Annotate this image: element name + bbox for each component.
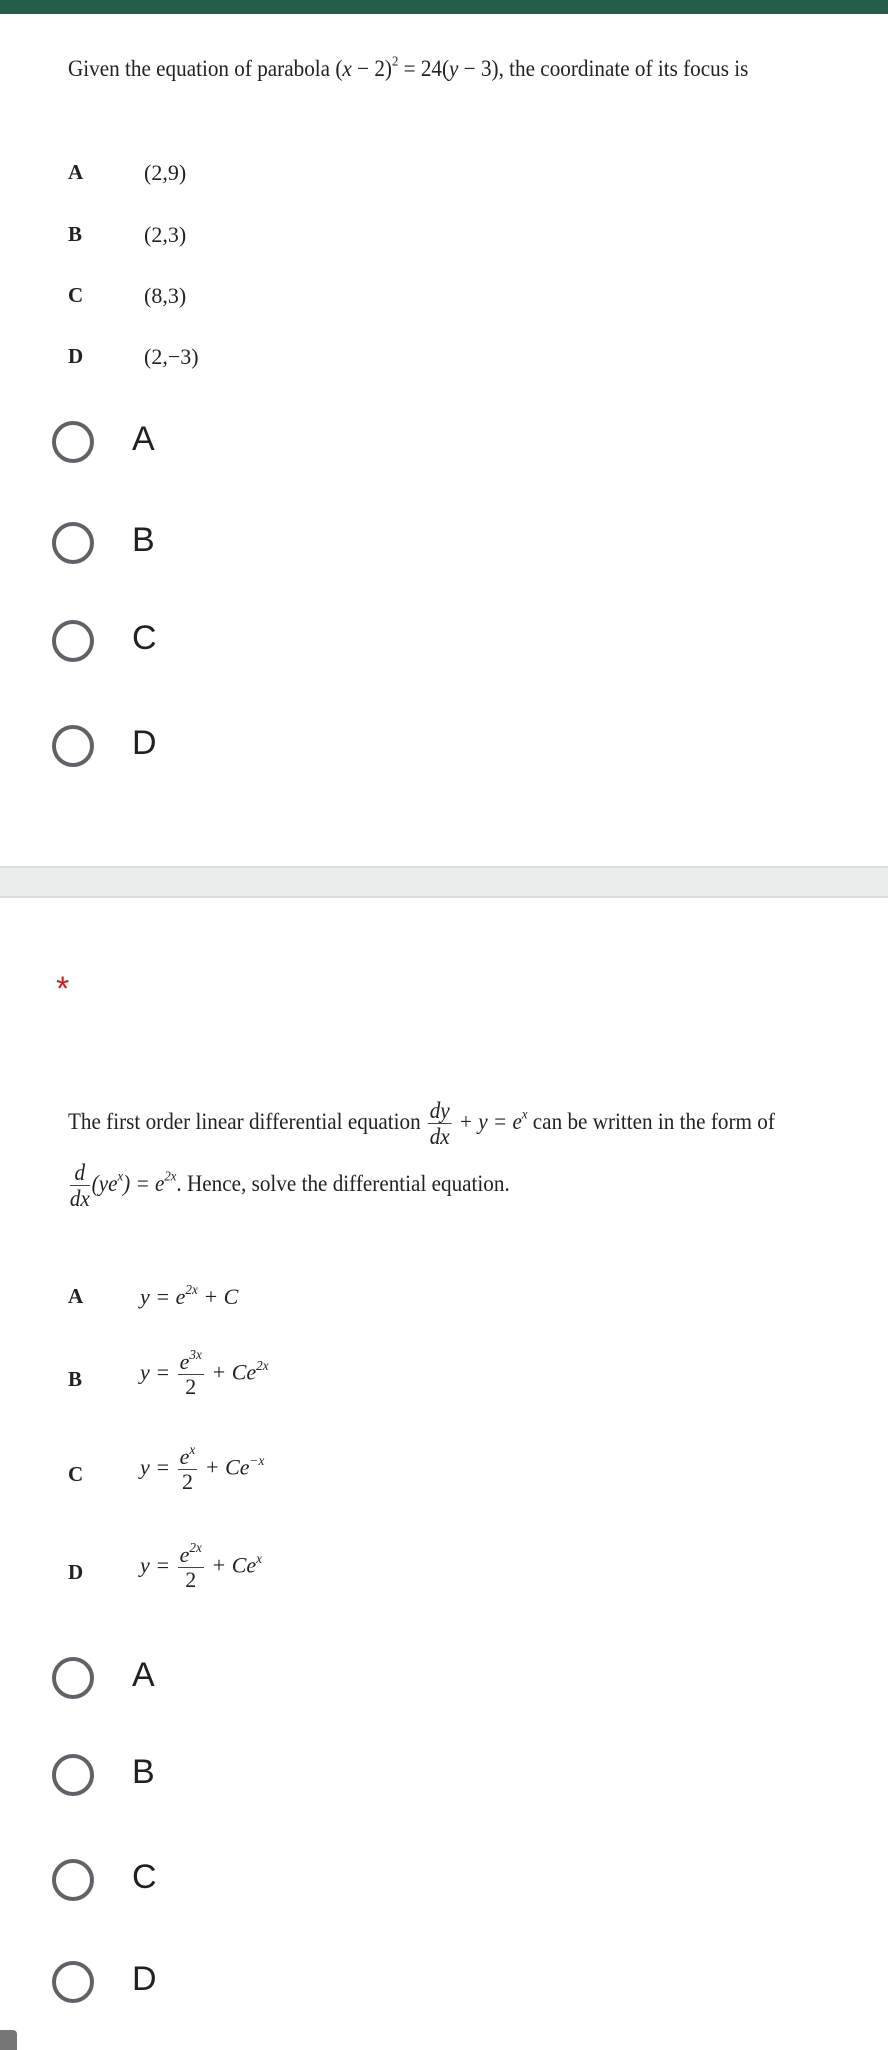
- question-2-line-2: $\frac{d}{dx}$ $(ye^x) = e^{2x}$. Hence, solve the differential equation.: [69, 1160, 510, 1212]
- option-value: $y = e^{2x} + C$: [140, 1282, 239, 1309]
- option-letter: D: [68, 344, 84, 368]
- radio-q1-a[interactable]: [52, 421, 94, 463]
- option-letter: C: [68, 1462, 84, 1486]
- parabola-equation: $(x - 2)^2 = 24(y - 3)$: [335, 53, 499, 81]
- option-row: [68, 344, 199, 369]
- section-divider: [0, 866, 888, 898]
- option-row: [68, 222, 187, 247]
- header-bar: [0, 0, 888, 14]
- option-letter: A: [68, 1284, 84, 1308]
- radio-label[interactable]: D: [132, 1960, 157, 1998]
- radio-label[interactable]: A: [132, 420, 155, 458]
- radio-label[interactable]: B: [132, 1753, 155, 1791]
- radio-q2-d[interactable]: [52, 1961, 94, 2003]
- option-value: y = $\frac{e^{2x}}{2}$ + $Ce^x$: [140, 1540, 262, 1593]
- option-letter: B: [68, 1367, 83, 1391]
- radio-q2-a[interactable]: [52, 1657, 94, 1699]
- radio-label[interactable]: D: [132, 724, 157, 762]
- radio-q2-c[interactable]: [52, 1859, 94, 1901]
- radio-label[interactable]: C: [132, 1858, 157, 1896]
- question-1-text: [68, 53, 749, 82]
- radio-label[interactable]: A: [132, 1656, 155, 1694]
- option-letter: A: [68, 160, 84, 184]
- fraction-d-dx: $\frac{d}{dx}$: [69, 1160, 90, 1212]
- question-text-part: , the coordinate of its focus is: [498, 56, 749, 81]
- option-value: y = $\frac{e^{3x}}{2}$ + $Ce^{2x}$: [140, 1347, 269, 1400]
- radio-q1-b[interactable]: [52, 522, 94, 564]
- option-row: [68, 283, 187, 308]
- radio-q1-c[interactable]: [52, 620, 94, 662]
- required-asterisk: *: [56, 970, 70, 1008]
- question-2-line-1: The first order linear differential equation $\frac{dy}{dx}$ + $y = e^x$ can be written in the form of: [68, 1098, 775, 1150]
- radio-label[interactable]: C: [132, 619, 157, 657]
- option-value: y = $\frac{e^x}{2}$ + $Ce^{-x}$: [140, 1442, 265, 1495]
- radio-label[interactable]: B: [132, 521, 155, 559]
- radio-q1-d[interactable]: [52, 725, 94, 767]
- option-letter: B: [68, 222, 83, 246]
- option-row: [68, 160, 187, 185]
- option-value: (8,3): [144, 283, 187, 308]
- radio-q2-b[interactable]: [52, 1754, 94, 1796]
- option-value: (2,3): [144, 222, 187, 247]
- scroll-indicator: [0, 2030, 17, 2050]
- fraction-dy-dx: $\frac{dy}{dx}$: [429, 1098, 450, 1150]
- option-letter: C: [68, 283, 84, 307]
- option-row: [68, 1282, 239, 1309]
- option-letter: D: [68, 1560, 84, 1584]
- option-value: (2,9): [144, 160, 187, 185]
- option-value: (2,−3): [144, 344, 199, 369]
- question-text-part: Given the equation of parabola: [68, 56, 336, 81]
